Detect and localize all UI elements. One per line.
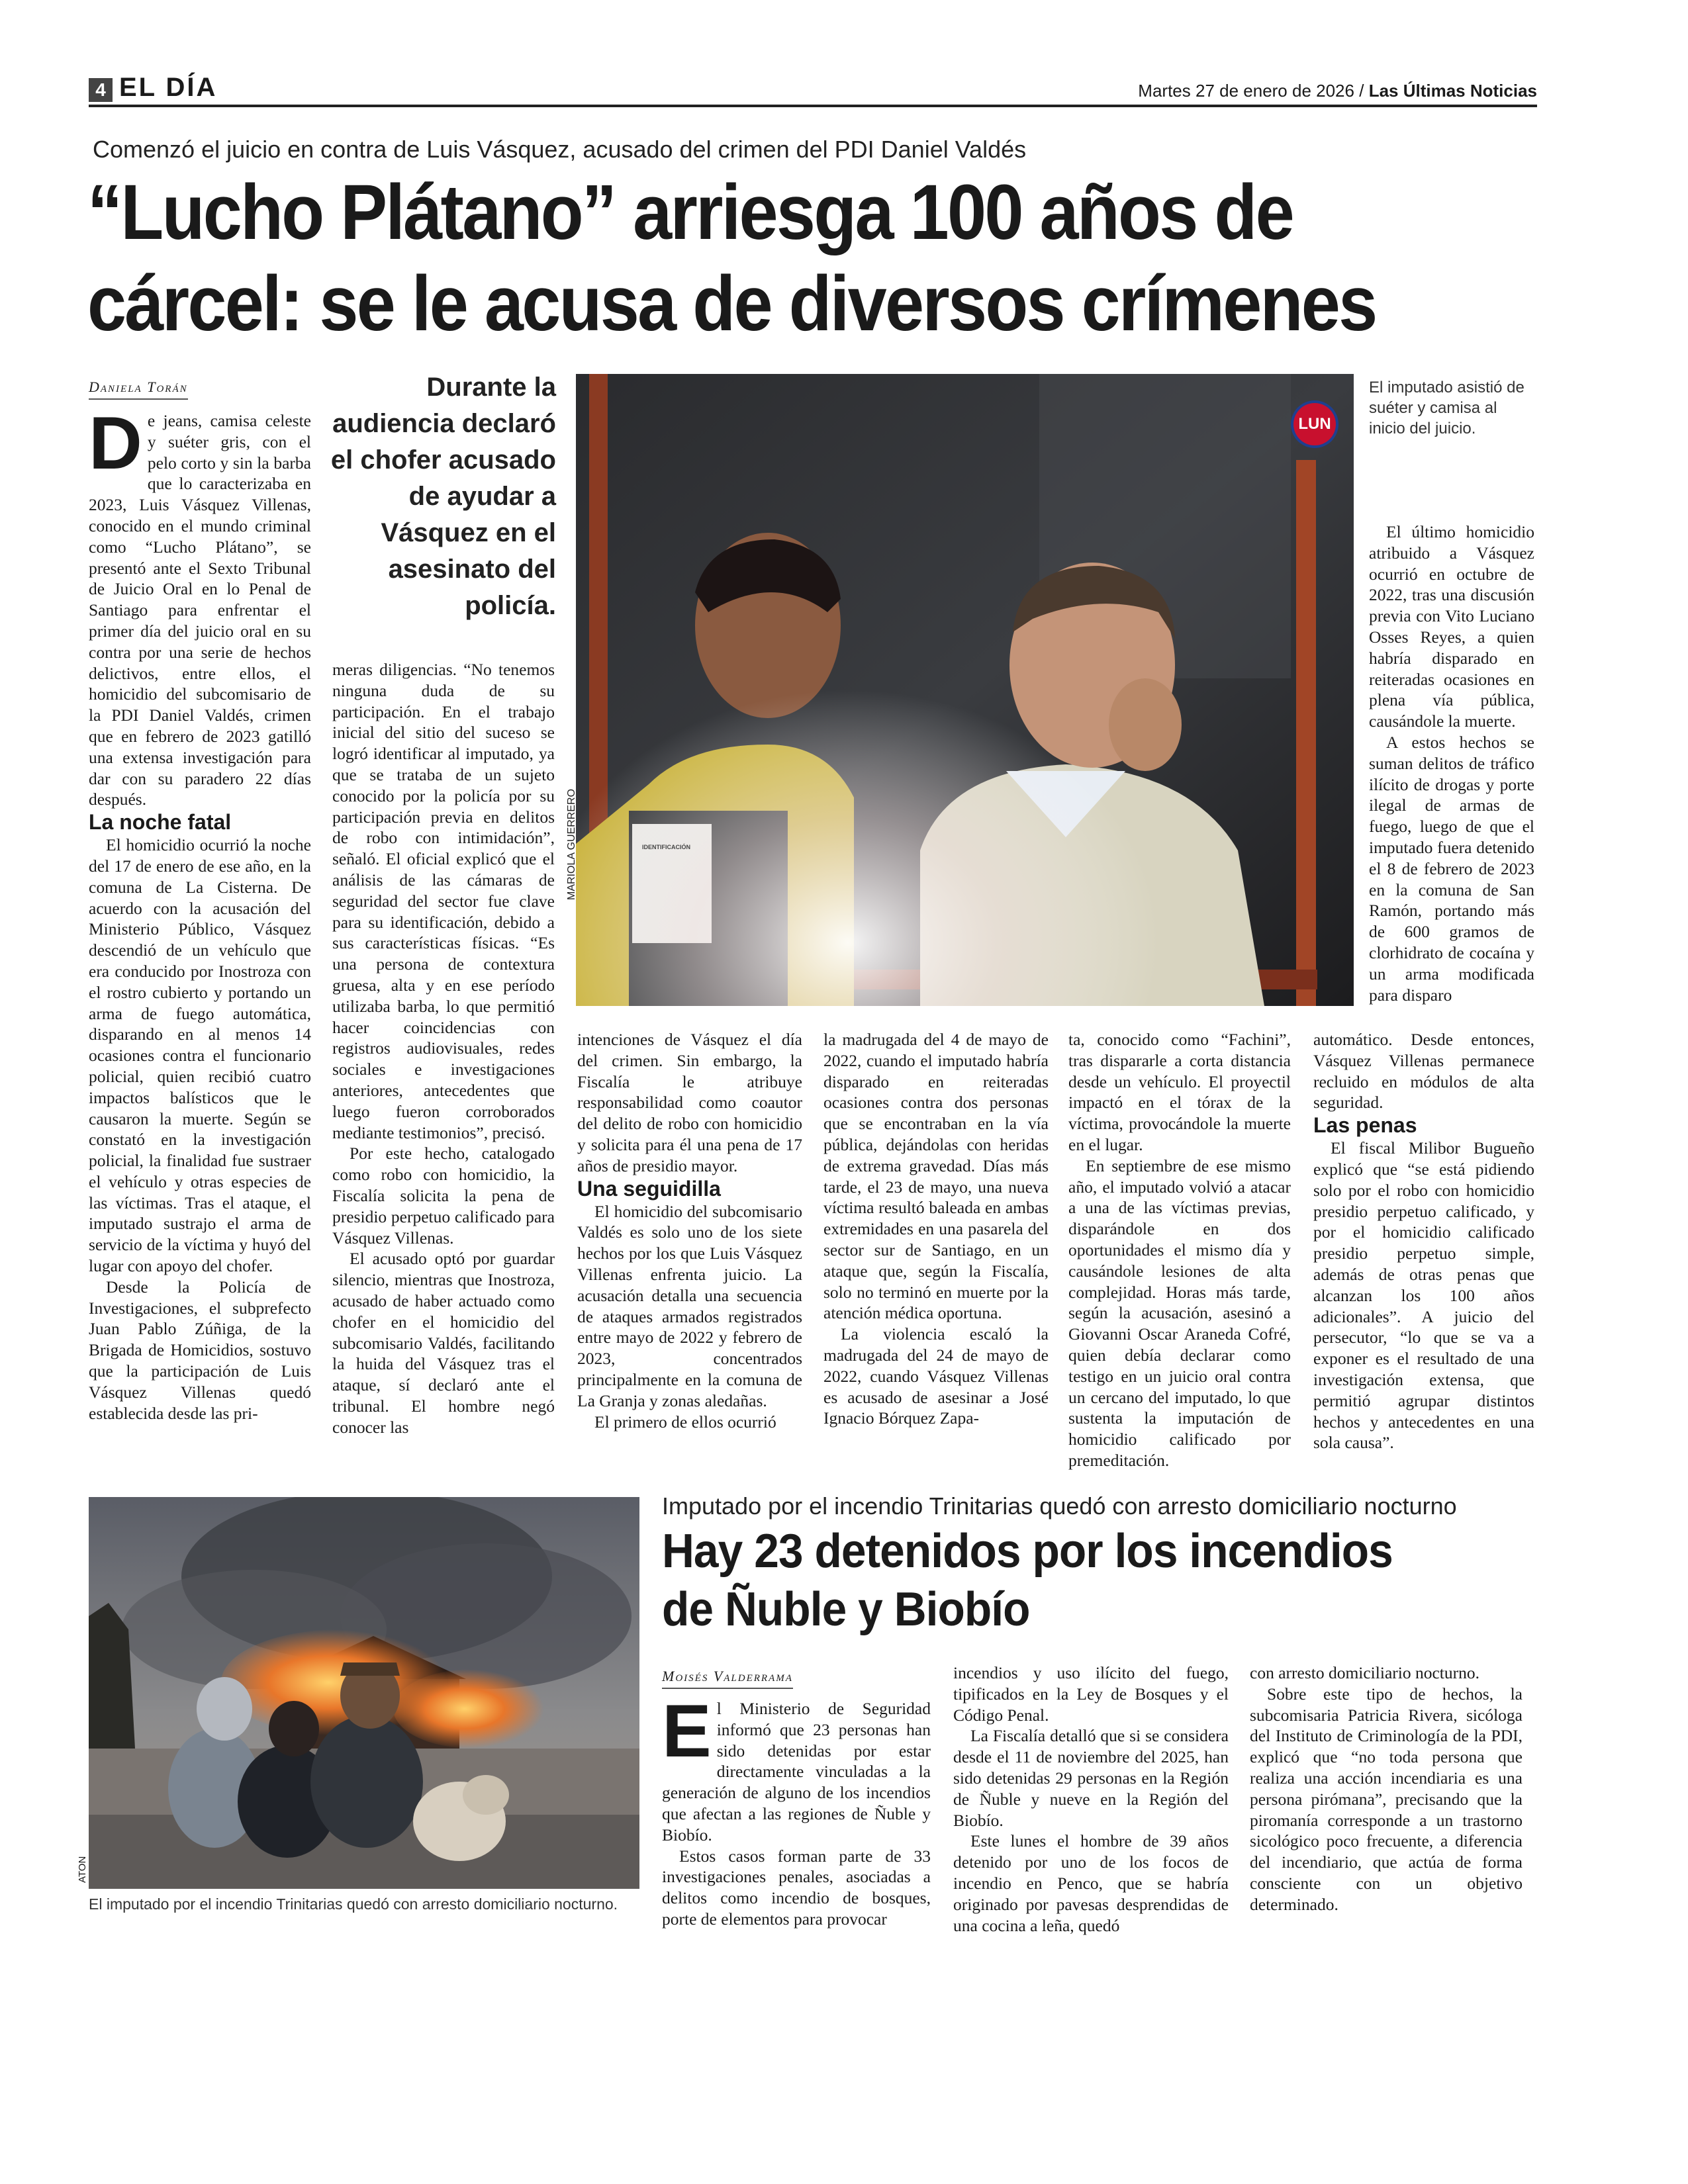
story2-headline: Hay 23 detenidos por los incendios de Ñuble y Biobío (662, 1525, 1393, 1636)
section-title: EL DÍA (119, 73, 218, 102)
story1-col1-paragraph: El homicidio ocurrió la noche del 17 de enero de ese año, en la comuna de La Cisterna. De acuerdo con la acusación del Ministerio Público, Vásquez descendió de un vehículo que era conducido por Inostroza con el rostro cubierto y portando un arma de fuego automática, disparando en al menos 14 ocasiones contra el funcionario policial, quien recibió cuatro impactos balísticos que le causaron la muerte. Según se constató en la investigación policial, la finalidad fue sustraer el vehículo y otras especies de las víctimas. Tras el ataque, el imputado sustrajo el arma de servicio de la víctima y huyó del lugar con apoyo del chofer. (89, 835, 311, 1276)
story2-col3-paragraph: con arresto domiciliario nocturno. (1250, 1663, 1479, 1682)
story1-column-3 (577, 1029, 802, 1432)
story2-col2-paragraph: Este lunes el hombre de 39 años detenido por uno de los focos de incendio en Penco, que se habría originado por pavesas desprendidas de una cocina a leña, quedó (953, 1831, 1229, 1935)
story2-byline: Moisés Valderrama (662, 1668, 793, 1689)
story2-col1-paragraph: Estos casos forman parte de 33 investigaciones penales, asociadas a delitos como incendio de bosques, porte de elementos para provocar (662, 1846, 931, 1929)
story2-col2-paragraph: La Fiscalía detalló que si se considera desde el 11 de noviembre del 2025, han sido detenidas 29 personas en la Región de Ñuble y nueve en la Región del Biobío. (953, 1726, 1229, 1830)
lun-logo (1291, 400, 1338, 448)
story2-photo-credit: ATON (77, 1856, 88, 1883)
story2-photo (89, 1497, 639, 1889)
page-number: 4 (89, 78, 113, 102)
story1-column-6-continued (1313, 1029, 1534, 1453)
story2-col3-paragraph: Sobre este tipo de hechos, la subcomisaria Patricia Rivera, sicóloga del Instituto de Criminología de la PDI, explicó que “no toda persona que realiza una acción incendiaria es una persona pirómana”, precisando que la piromanía corresponde a un trastorno sicológico poco frecuente, a diferencia del incendiario, que actúa de forma consciente con un objetivo determinado. (1250, 1684, 1523, 1914)
story1-subhead-una-seguidilla: Una seguidilla (577, 1176, 721, 1201)
story2-column-3 (1250, 1662, 1523, 1915)
story1-dropcap: D (89, 402, 142, 484)
story1-col4-paragraph: la madrugada del 4 de mayo de 2022, cuando el imputado habría disparado en reiteradas ocasiones contra dos personas que se encontraban en la vía pública, dejándolas con heridas de extrema gravedad. Días más tarde, el 23 de mayo, una nueva víctima resultó baleada en ambas extremidades en una pasarela del sector sur de Santiago, en un ataque que, según la Fiscalía, solo no terminó en muerte por la atención médica oportuna. (823, 1030, 1049, 1323)
story2-column-1 (662, 1690, 931, 1930)
story1-col2-paragraph: El acusado optó por guardar silencio, mientras que Inostroza, acusado de haber actuado como chofer en el homicidio del subcomisario Valdés, facilitando la huida del Vásquez tras el ataque, sí declaró ante el tribunal. El hombre negó conocer las (332, 1249, 555, 1437)
header-separator: / (1359, 81, 1364, 101)
story1-col2-paragraph: Por este hecho, catalogado como robo con homicidio, la Fiscalía solicita la pena de presidio perpetuo calificado para Vásquez Villenas. (332, 1144, 555, 1248)
story2-col1-paragraph: l Ministerio de Seguridad informó que 23 personas han sido detenidas por estar directamente vinculadas a la generación de alguno de los incendios que afectan a las regiones de Ñuble y Biobío. (662, 1699, 931, 1844)
story2-photo-caption: El imputado por el incendio Trinitarias quedó con arresto domiciliario nocturno. (89, 1895, 618, 1913)
story1-col3-paragraph: El homicidio del subcomisario Valdés es solo uno de los siete hechos por los que Luis Vásquez Villenas enfrenta juicio. La acusación detalla una secuencia de ataques armados registrados entre mayo de 2022 y febrero de 2023, concentrados principalmente en la comuna de La Granja y zonas aledañas. (577, 1201, 802, 1410)
story1-col1-paragraph: e jeans, camisa celeste y suéter gris, con el pelo corto y sin la barba que lo caracterizaba en 2023, Luis Vásquez Villenas, conocido en el mundo criminal como “Lucho Plátano”, se presentó ante el Sexto Tribunal de Juicio Oral en lo Penal de Santiago para enfrentar el primer día del juicio oral en su contra por una serie de hechos delictivos, entre ellos, el homicidio del subcomisario de la PDI Daniel Valdés, crimen que en febrero de 2023 gatilló una extensa investigación para dar con su paradero 22 días después. (89, 411, 311, 809)
story1-col6-paragraph: El último homicidio atribuido a Vásquez ocurrió en octubre de 2022, tras una discusión previa con Vito Luciano Osses Reyes, a quien habría disparado en reiteradas ocasiones en plena vía pública, causándole la muerte. (1369, 522, 1534, 731)
header-date: Martes 27 de enero de 2026 (1138, 81, 1354, 101)
story1-headline: “Lucho Plátano” arriesga 100 años de cárcel: se le acusa de diversos crímenes (87, 169, 1376, 347)
story1-col6-paragraph: El fiscal Milibor Bugueño explicó que “se está pidiendo solo por el robo con homicidio presidio perpetuo calificado, y por el homicidio calificado presidio perpetuo simple, además de otras penas que alcanzan los 100 años adicionales”. A juicio del persecutor, “lo que se va a exponer es el resultado de una investigación extensa, que permitió agrupar distintos hechos y antecedentes en una sola causa”. (1313, 1138, 1534, 1453)
header-dateline (1138, 81, 1537, 101)
story2-col2-paragraph: incendios y uso ilícito del fuego, tipificados en la Ley de Bosques y el Código Penal. (953, 1663, 1229, 1725)
lun-logo-text: LUN (1293, 403, 1336, 445)
story1-photo-caption: El imputado asistió de suéter y camisa al inicio del juicio. (1369, 379, 1524, 437)
story1-kicker: Comenzó el juicio en contra de Luis Vásquez, acusado del crimen del PDI Daniel Valdés (93, 136, 1027, 163)
story1-col6-paragraph: A estos hechos se suman delitos de tráfico ilícito de drogas y porte ilegal de armas de fuego, luego de que el imputado fuera detenido el 8 de febrero de 2023 en la comuna de San Ramón, portando más de 600 gramos de clorhidrato de cocaína y un arma modificada para disparo (1369, 732, 1534, 1005)
story1-column-6 (1369, 522, 1534, 1005)
story1-col6-paragraph: automático. Desde entonces, Vásquez Villenas permanece recluido en módulos de alta seguridad. (1313, 1030, 1534, 1113)
story1-col2-paragraph: meras diligencias. “No tenemos ninguna duda de su participación. En el trabajo inicial del sitio del suceso se logró identificar al imputado, ya que se trataba de un sujeto conocido por la policía por su participación previa en delitos de robo con intimidación”, señaló. El oficial explicó que el análisis de las cámaras de seguridad del sector fue clave para su identificación, debido a sus características físicas. “Es una persona de contextura gruesa, alta y en ese período utilizaba barba, lo que permitió hacer coincidencias con registros audiovisuales, redes sociales e investigaciones anteriores, antecedentes que luego fueron corroborados mediante testimonios”, precisó. (332, 660, 555, 1142)
story1-photo-credit: MARIOLA GUERRERO (566, 788, 577, 900)
header-rule (89, 105, 1537, 107)
story1-column-2 (332, 659, 555, 1437)
story1-column-5 (1068, 1029, 1291, 1471)
header-publication: Las Últimas Noticias (1368, 81, 1537, 101)
story2-dropcap: E (662, 1690, 712, 1772)
story1-col3-paragraph: intenciones de Vásquez el día del crimen. Sin embargo, la Fiscalía le atribuye responsabilidad como coautor del delito de robo con homicidio y solicita para él una pena de 17 años de presidio mayor. (577, 1030, 802, 1175)
story1-photo (576, 374, 1354, 1006)
story1-column-1 (89, 402, 311, 1424)
story1-subhead-las-penas: Las penas (1313, 1113, 1417, 1138)
story1-col5-paragraph: ta, conocido como “Fachini”, tras dispararle a corta distancia desde un vehículo. El proyectil impactó en el tórax de la víctima, provocándole la muerte en el lugar. (1068, 1030, 1291, 1154)
story1-col1-paragraph: Desde la Policía de Investigaciones, el subprefecto Juan Pablo Zúñiga, de la Brigada de Homicidios, sostuvo que la participación de Luis Vásquez Villenas quedó establecida desde las pri- (89, 1277, 311, 1423)
document-paper-text: IDENTIFICACIÓN (642, 844, 690, 850)
story1-column-4 (823, 1029, 1049, 1429)
courtroom-photo-image (576, 374, 1354, 1006)
story1-subhead-noche-fatal: La noche fatal (89, 810, 232, 835)
story1-byline: Daniela Torán (89, 379, 188, 400)
story1-col3-paragraph: El primero de ellos ocurrió (594, 1412, 776, 1432)
story2-kicker: Imputado por el incendio Trinitarias quedó con arresto domiciliario nocturno (662, 1492, 1457, 1520)
story2-column-2 (953, 1662, 1229, 1936)
story1-col5-paragraph: En septiembre de ese mismo año, el imputado volvió a atacar a una de las víctimas previas, disparándole en dos oportunidades el mismo día y causándole lesiones de alta complejidad. Horas más tarde, según la acusación, asesinó a Giovanni Oscar Araneda Cofré, quien debía declarar como testigo en un juicio oral contra un cercano del imputado, lo que sustenta la imputación de homicidio calificado por premeditación. (1068, 1156, 1291, 1470)
wildfire-photo-image (89, 1497, 639, 1889)
story1-pullquote: Durante la audiencia declaró el chofer acusado de ayudar a Vásquez en el asesinato del policía. (330, 373, 556, 620)
story1-col4-paragraph: La violencia escaló la madrugada del 24 de mayo de 2022, cuando Vásquez Villenas es acusado de asesinar a José Ignacio Bórquez Zapa- (823, 1324, 1049, 1428)
